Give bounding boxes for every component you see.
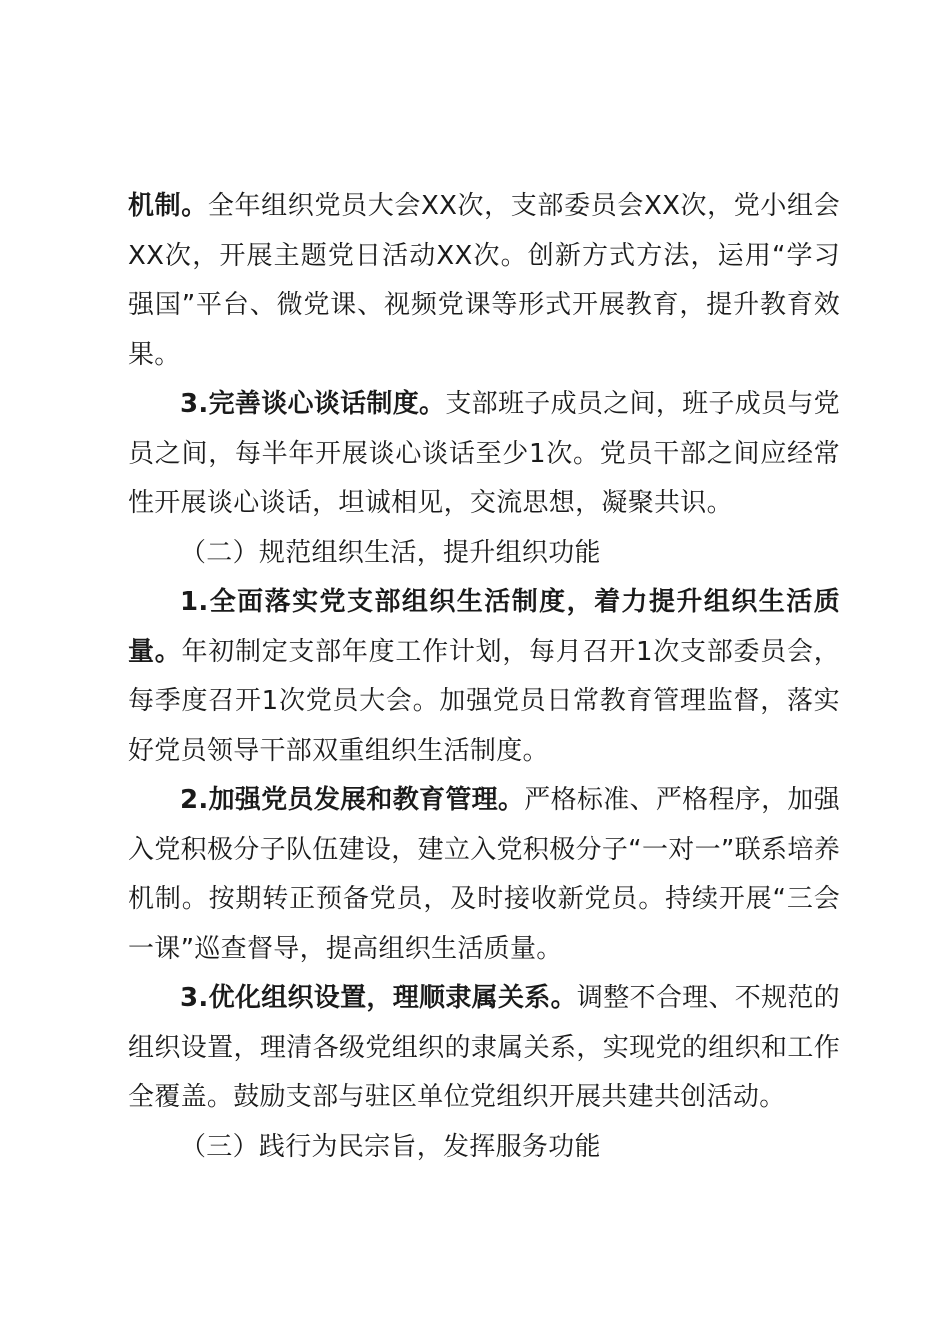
paragraph-org-setup bbox=[128, 974, 840, 1123]
paragraph-org-life bbox=[128, 578, 840, 776]
paragraph-lead: 2.加强党员发展和教育管理。 bbox=[180, 785, 525, 815]
section-heading-two: （二）规范组织生活，提升组织功能 bbox=[180, 537, 601, 568]
paragraph-talk-system bbox=[128, 380, 840, 529]
paragraph-lead: 3.优化组织设置，理顺隶属关系。 bbox=[180, 983, 577, 1013]
paragraph-continuation bbox=[128, 182, 840, 380]
paragraph-body: 支部班子成员之间，班子成员与党员之间，每半年开展谈心谈话至少1次。党员干部之间应经常性开展谈心谈话，坦诚相见，交流思想，凝聚共识。 bbox=[128, 389, 840, 518]
paragraph-body: 年初制定支部年度工作计划，每月召开1次支部委员会，每季度召开1次党员大会。加强党员日常教育管理监督，落实好党员领导干部双重组织生活制度。 bbox=[128, 636, 840, 766]
paragraph-body: 调整不合理、不规范的组织设置，理清各级党组织的隶属关系，实现党的组织和工作全覆盖。鼓励支部与驻区单位党组织开展共建共创活动。 bbox=[128, 983, 840, 1112]
paragraph-member-development bbox=[128, 776, 840, 974]
paragraph-body: 严格标准、严格程序，加强入党积极分子队伍建设，建立入党积极分子“一对一”联系培养机制。按期转正预备党员，及时接收新党员。持续开展“三会一课”巡查督导，提高组织生活质量。 bbox=[128, 785, 840, 964]
paragraph-lead: 3.完善谈心谈话制度。 bbox=[180, 389, 446, 419]
paragraph-lead: 1.全面落实党支部组织生活制度，着力提升组织生活质量。 bbox=[128, 587, 840, 667]
section-heading-three: （三）践行为民宗旨，发挥服务功能 bbox=[180, 1131, 601, 1162]
paragraph-lead: 机制。 bbox=[128, 191, 208, 221]
paragraph-body: 全年组织党员大会XX次，支部委员会XX次，党小组会XX次，开展主题党日活动XX次。创新方式方法，运用“学习强国”平台、微党课、视频党课等形式开展教育，提升教育效果。 bbox=[128, 191, 840, 370]
